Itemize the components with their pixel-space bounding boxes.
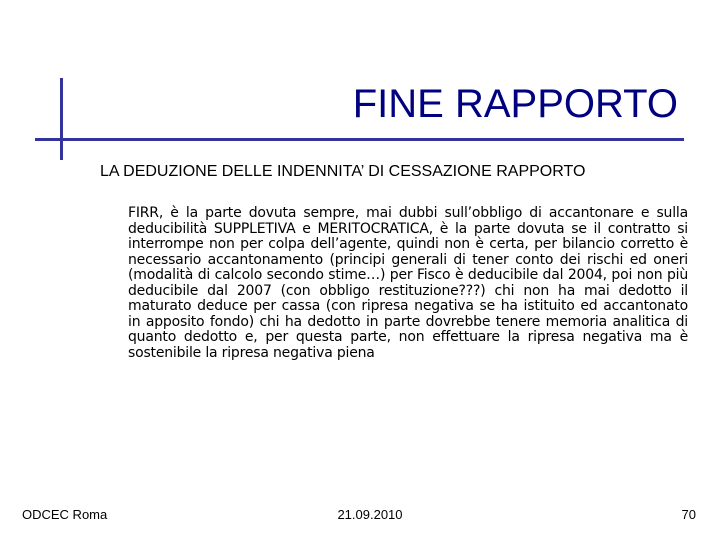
decorative-horizontal-line xyxy=(35,138,684,141)
footer-date: 21.09.2010 xyxy=(337,507,403,522)
footer-organization: ODCEC Roma xyxy=(22,507,108,522)
slide-title: FINE RAPPORTO xyxy=(352,82,678,126)
slide-body-text: FIRR, è la parte dovuta sempre, mai dubbi sull’obbligo di accantonare e sulla deducibilità SUPPLETIVA e MERITOCRATICA, è la parte dovuta se il contratto si interrompe non per colpa dell’agente, quindi non è certa, per bilancio corretto è necessario accantonamento (principi generali di tener conto dei rischi ed oneri (modalità di calcolo secondo stime…) per Fisco è deducibile dal 2004, poi non più deducibile dal 2007 (con obbligo restituzione???) chi non ha mai dedotto il maturato deduce per cassa (con ripresa negativa se ha istituito ed accantonato in apposito fondo) chi ha dedotto in parte dovrebbe tenere memoria analitica di quanto dedotto e, per questa parte, non effettuare la ripresa negativa ma è sostenibile la ripresa negativa piena xyxy=(128,205,688,361)
page-number: 70 xyxy=(681,507,696,522)
slide-subtitle: LA DEDUZIONE DELLE INDENNITA’ DI CESSAZIONE RAPPORTO xyxy=(100,163,586,180)
